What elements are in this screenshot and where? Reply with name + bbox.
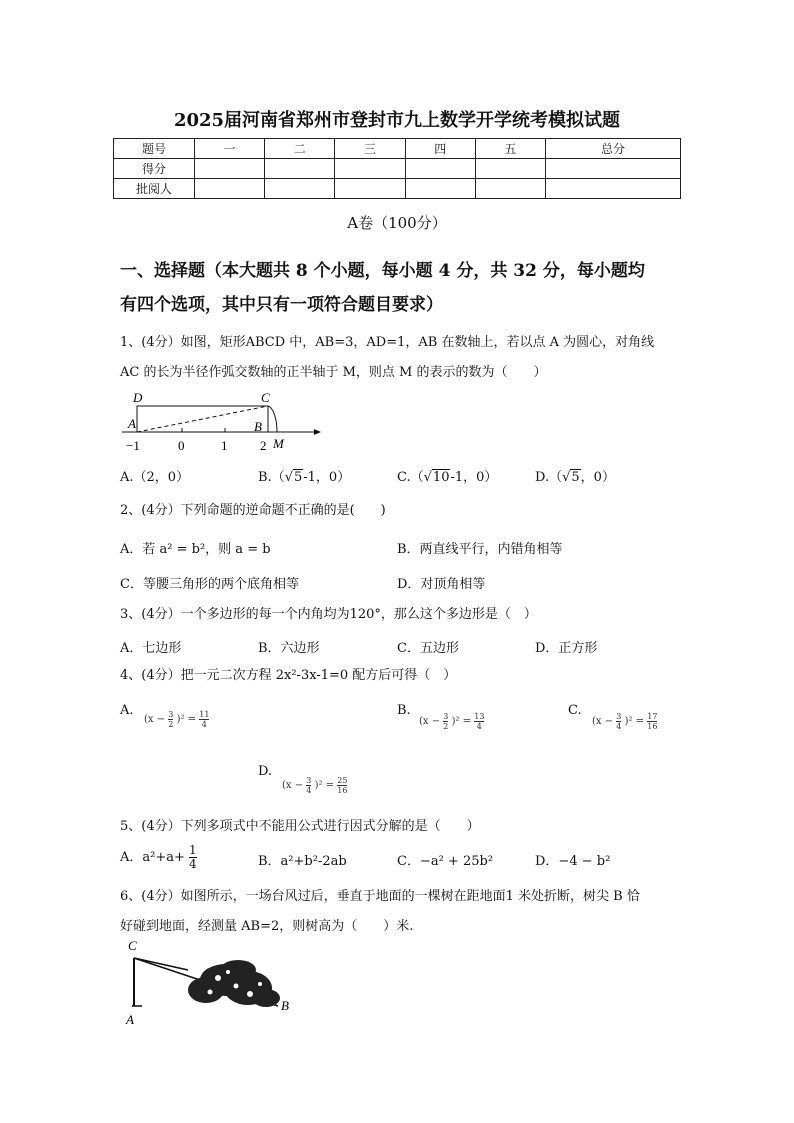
tick-label-neg1: −1 <box>126 438 140 452</box>
q3-option-a: A．七边形 <box>120 641 182 656</box>
section-a-heading: A卷（100分） <box>347 214 447 232</box>
x-minus-text: (x − <box>282 780 304 791</box>
fraction-numerator: 11 <box>199 710 210 719</box>
label-c: C <box>128 938 137 953</box>
q1-number-line-figure <box>118 388 328 452</box>
arc-to-m <box>268 406 277 432</box>
fraction <box>199 710 209 729</box>
question-1 <box>120 328 680 388</box>
x-minus-text: (x − <box>419 716 441 727</box>
table-row <box>114 159 681 179</box>
square-equals-text: )² = <box>451 716 472 727</box>
q1-option-d-suffix: ，0） <box>580 470 615 485</box>
section-1-heading-line1: 一、选择题（本大题共 8 个小题，每小题 4 分，共 32 分，每小题均 <box>120 261 645 281</box>
q6-broken-tree-figure <box>118 936 298 1028</box>
q4-option-d-expression <box>282 776 347 795</box>
label-a: A <box>126 1012 134 1027</box>
table-header-cell: 总分 <box>546 139 681 159</box>
q1-option-c-radicand: 10 <box>432 470 450 485</box>
q3-option-d: D．正方形 <box>535 641 598 656</box>
table-cell <box>335 159 405 179</box>
q1-option-b-suffix: -1，0） <box>303 470 351 485</box>
q1-option-c: C.（√10-1，0） <box>397 470 498 485</box>
square-equals-text: )² = <box>176 714 197 725</box>
branch <box>134 958 188 970</box>
section-1-heading-line2: 有四个选项，其中只有一项符合题目要求） <box>120 295 443 315</box>
section-1-heading <box>120 254 680 322</box>
question-6-line1: 6、(4分）如图所示，一场台风过后，垂直于地面的一棵树在距地面1 米处折断，树尖 B 恰 <box>120 889 640 904</box>
q5-option-d: D．−4 − b² <box>535 854 611 869</box>
fraction-numerator: 13 <box>474 712 485 721</box>
q1-option-d-prefix: D.（ <box>535 470 563 485</box>
fraction <box>443 712 448 731</box>
question-5: 5、(4分）下列多项式中不能用公式进行因式分解的是（ ） <box>120 819 480 834</box>
q4-option-b-expression <box>419 712 484 731</box>
q2-option-a: A．若 a² = b²，则 a = b <box>120 542 271 557</box>
square-equals-text: )² = <box>624 716 645 727</box>
label-b: B <box>254 419 262 434</box>
x-minus-text: (x − <box>144 714 166 725</box>
fraction-numerator: 1 <box>189 843 197 857</box>
fraction <box>337 776 347 795</box>
q2-option-c: C．等腰三角形的两个底角相等 <box>120 577 299 592</box>
table-row <box>114 179 681 199</box>
fraction-denominator: 4 <box>189 857 197 871</box>
table-cell <box>265 159 335 179</box>
score-table <box>113 138 681 199</box>
q5-option-b: B．a²+b²-2ab <box>258 854 347 869</box>
q3-option-c: C．五边形 <box>397 641 459 656</box>
fraction-denominator: 16 <box>337 786 348 795</box>
fraction-denominator: 4 <box>201 720 207 729</box>
tick-label-0: 0 <box>178 438 185 452</box>
fraction <box>306 776 311 795</box>
axis-arrow <box>314 429 321 435</box>
q5-option-c: C．−a² + 25b² <box>397 854 494 869</box>
label-c: C <box>261 390 270 405</box>
score-table-header-row <box>114 139 681 159</box>
fraction <box>168 710 173 729</box>
fraction-numerator: 25 <box>337 776 348 785</box>
q2-option-d: D．对顶角相等 <box>397 577 486 592</box>
table-header-cell: 二 <box>265 139 335 159</box>
tick-label-2: 2 <box>260 438 267 452</box>
fraction-numerator: 3 <box>168 710 174 719</box>
table-header-cell: 四 <box>405 139 475 159</box>
table-cell <box>475 159 545 179</box>
fraction-denominator: 4 <box>306 786 312 795</box>
q1-option-a: A.（2，0） <box>120 470 190 485</box>
label-b: B <box>281 998 289 1013</box>
table-header-cell: 一 <box>195 139 265 159</box>
fraction-numerator: 3 <box>306 776 312 785</box>
fraction <box>189 844 197 871</box>
diagonal-ac <box>137 406 268 432</box>
q4-option-d-label: D. <box>258 764 273 779</box>
table-header-cell: 三 <box>335 139 405 159</box>
q4-option-c-expression <box>592 712 657 731</box>
q4-option-a-expression <box>144 710 209 729</box>
table-header-cell: 题号 <box>114 139 195 159</box>
fraction <box>616 712 621 731</box>
fraction-numerator: 3 <box>443 712 449 721</box>
table-cell <box>405 159 475 179</box>
fraction-denominator: 2 <box>443 722 449 731</box>
tick-label-1: 1 <box>221 438 228 452</box>
label-a: A <box>128 416 136 431</box>
table-cell <box>335 179 405 199</box>
fraction-denominator: 4 <box>476 722 482 731</box>
q4-option-b-label: B. <box>397 703 411 718</box>
q1-option-b: B.（√5-1，0） <box>258 470 351 485</box>
q5-option-a <box>120 844 197 871</box>
q1-option-d: D.（√5，0） <box>535 470 615 485</box>
table-cell <box>405 179 475 199</box>
fraction-denominator: 4 <box>616 722 622 731</box>
question-4: 4、(4分）把一元二次方程 2x²-3x-1=0 配方后可得（ ） <box>120 668 457 683</box>
q1-option-b-prefix: B.（ <box>258 470 285 485</box>
q5-option-a-prefix: A．a²+a+ <box>120 850 185 865</box>
page-title: 2025届河南省郑州市登封市九上数学开学统考模拟试题 <box>173 110 621 131</box>
question-2: 2、(4分）下列命题的逆命题不正确的是( ) <box>120 503 386 518</box>
q1-option-d-radicand: 5 <box>571 470 580 485</box>
q4-option-c-label: C. <box>568 703 582 718</box>
label-m: M <box>273 436 284 451</box>
q4-option-a-label: A. <box>120 703 134 718</box>
q1-option-c-prefix: C.（ <box>397 470 424 485</box>
tree-crown-icon <box>188 960 280 1007</box>
label-d: D <box>133 390 143 405</box>
q1-option-b-radicand: 5 <box>293 470 303 485</box>
table-cell <box>546 179 681 199</box>
table-header-cell: 五 <box>475 139 545 159</box>
question-1-line1: 1、(4分）如图，矩形ABCD 中，AB=3，AD=1，AB 在数轴上，若以点 A 为圆心，对角线 <box>120 335 655 350</box>
fraction <box>474 712 484 731</box>
table-cell <box>546 159 681 179</box>
table-cell <box>195 179 265 199</box>
row-label: 批阅人 <box>114 179 195 199</box>
fraction-denominator: 2 <box>168 720 174 729</box>
question-3: 3、(4分）一个多边形的每一个内角均为120°，那么这个多边形是（ ） <box>120 607 537 622</box>
table-cell <box>475 179 545 199</box>
question-6-line2: 好碰到地面，经测量 AB=2，则树高为（ ）米. <box>120 919 414 934</box>
fraction <box>647 712 657 731</box>
question-6 <box>120 882 680 942</box>
question-1-line2: AC 的长为半径作弧交数轴的正半轴于 M，则点 M 的表示的数为（ ） <box>120 365 547 380</box>
q3-option-b: B．六边形 <box>258 641 320 656</box>
x-minus-text: (x − <box>592 716 614 727</box>
row-label: 得分 <box>114 159 195 179</box>
fraction-denominator: 16 <box>647 722 658 731</box>
table-cell <box>265 179 335 199</box>
square-equals-text: )² = <box>314 780 335 791</box>
table-cell <box>195 159 265 179</box>
q2-option-b: B．两直线平行，内错角相等 <box>397 542 563 557</box>
fraction-numerator: 17 <box>647 712 658 721</box>
fraction-numerator: 3 <box>616 712 622 721</box>
q1-option-c-suffix: -1，0） <box>450 470 498 485</box>
